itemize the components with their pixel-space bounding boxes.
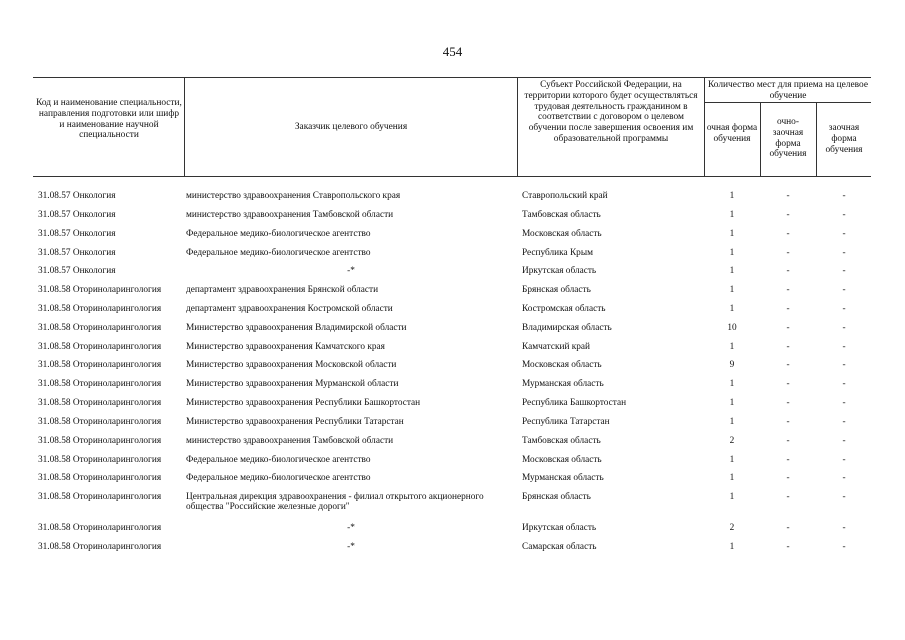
row-customer: Центральная дирекция здравоохранения - филиал открытого акционерного общества "Российские железные дороги"	[186, 492, 484, 513]
row-region: Иркутская область	[522, 523, 597, 533]
row-distance: -	[842, 248, 846, 258]
row-customer: министерство здравоохранения Тамбовской области	[186, 210, 394, 220]
row-full-time: 9	[729, 360, 735, 370]
row-part-time: -	[786, 266, 790, 276]
row-code: 31.08.57 Онкология	[38, 210, 116, 220]
row-full-time: 1	[729, 492, 735, 502]
row-distance: -	[842, 473, 846, 483]
row-full-time: 1	[729, 229, 735, 239]
row-part-time: -	[786, 398, 790, 408]
row-customer: Федеральное медико-биологическое агентство	[186, 473, 371, 483]
row-full-time: 1	[729, 342, 735, 352]
row-region: Иркутская область	[522, 266, 597, 276]
row-part-time: -	[786, 248, 790, 258]
row-code: 31.08.58 Оториноларингология	[38, 342, 162, 352]
row-full-time: 10	[727, 323, 737, 333]
row-customer: Федеральное медико-биологическое агентство	[186, 248, 371, 258]
row-part-time: -	[786, 436, 790, 446]
row-code: 31.08.58 Оториноларингология	[38, 542, 162, 552]
row-customer: Министерство здравоохранения Республики Татарстан	[186, 417, 404, 427]
row-region: Костромская область	[522, 304, 606, 314]
row-customer: Министерство здравоохранения Камчатского края	[186, 342, 385, 352]
row-part-time: -	[786, 342, 790, 352]
row-code: 31.08.57 Онкология	[38, 248, 116, 258]
row-part-time: -	[786, 360, 790, 370]
row-code: 31.08.57 Онкология	[38, 229, 116, 239]
row-code: 31.08.58 Оториноларингология	[38, 417, 162, 427]
row-region: Брянская область	[522, 285, 591, 295]
row-distance: -	[842, 398, 846, 408]
row-part-time: -	[786, 285, 790, 295]
row-region: Тамбовская область	[522, 436, 601, 446]
row-distance: -	[842, 266, 846, 276]
row-part-time: -	[786, 492, 790, 502]
header-full-time: очная форма обучения	[706, 123, 758, 144]
row-code: 31.08.58 Оториноларингология	[38, 473, 162, 483]
row-part-time: -	[786, 323, 790, 333]
row-region: Республика Крым	[522, 248, 593, 258]
row-customer: -*	[347, 523, 355, 533]
row-code: 31.08.57 Онкология	[38, 191, 116, 201]
row-part-time: -	[786, 304, 790, 314]
row-region: Московская область	[522, 229, 602, 239]
row-full-time: 1	[729, 417, 735, 427]
row-code: 31.08.58 Оториноларингология	[38, 323, 162, 333]
row-code: 31.08.58 Оториноларингология	[38, 455, 162, 465]
row-customer: -*	[347, 542, 355, 552]
row-code: 31.08.58 Оториноларингология	[38, 379, 162, 389]
header-distance: заочная форма обучения	[825, 123, 863, 155]
row-part-time: -	[786, 417, 790, 427]
header-divider	[704, 77, 705, 176]
row-distance: -	[842, 542, 846, 552]
row-code: 31.08.58 Оториноларингология	[38, 285, 162, 295]
page-number: 454	[442, 44, 463, 59]
row-region: Самарская область	[522, 542, 597, 552]
row-full-time: 1	[729, 455, 735, 465]
row-customer: -*	[347, 266, 355, 276]
row-part-time: -	[786, 473, 790, 483]
row-customer: Федеральное медико-биологическое агентство	[186, 455, 371, 465]
row-full-time: 1	[729, 304, 735, 314]
row-distance: -	[842, 455, 846, 465]
row-code: 31.08.58 Оториноларингология	[38, 398, 162, 408]
header-customer: Заказчик целевого обучения	[294, 122, 408, 132]
row-full-time: 1	[729, 266, 735, 276]
header-part-time: очно-заочная форма обучения	[769, 117, 807, 160]
row-code: 31.08.58 Оториноларингология	[38, 304, 162, 314]
row-region: Республика Татарстан	[522, 417, 610, 427]
row-region: Республика Башкортостан	[522, 398, 627, 408]
row-part-time: -	[786, 542, 790, 552]
row-region: Тамбовская область	[522, 210, 601, 220]
row-code: 31.08.58 Оториноларингология	[38, 360, 162, 370]
row-full-time: 1	[729, 210, 735, 220]
row-code: 31.08.58 Оториноларингология	[38, 523, 162, 533]
row-distance: -	[842, 323, 846, 333]
row-distance: -	[842, 360, 846, 370]
row-code: 31.08.57 Онкология	[38, 266, 116, 276]
row-customer: департамент здравоохранения Костромской области	[186, 304, 393, 314]
row-distance: -	[842, 229, 846, 239]
row-customer: Министерство здравоохранения Московской области	[186, 360, 397, 370]
row-full-time: 1	[729, 542, 735, 552]
row-customer: министерство здравоохранения Ставропольского края	[186, 191, 401, 201]
header-divider	[517, 77, 518, 176]
row-region: Московская область	[522, 360, 602, 370]
row-part-time: -	[786, 379, 790, 389]
row-part-time: -	[786, 523, 790, 533]
row-region: Ставропольский край	[522, 191, 608, 201]
row-customer: министерство здравоохранения Тамбовской области	[186, 436, 394, 446]
header-region: Субъект Российской Федерации, на территории которого будет осуществляться трудовая деятельность гражданином в соответствии с договором о целевом обучении после завершения освоения им образовательной программы	[524, 80, 698, 144]
row-customer: департамент здравоохранения Брянской области	[186, 285, 379, 295]
row-part-time: -	[786, 455, 790, 465]
row-region: Московская область	[522, 455, 602, 465]
row-distance: -	[842, 379, 846, 389]
row-part-time: -	[786, 191, 790, 201]
row-region: Брянская область	[522, 492, 591, 502]
row-distance: -	[842, 304, 846, 314]
row-distance: -	[842, 342, 846, 352]
row-distance: -	[842, 436, 846, 446]
row-distance: -	[842, 492, 846, 502]
row-region: Владимирская область	[522, 323, 612, 333]
row-full-time: 1	[729, 248, 735, 258]
row-full-time: 1	[729, 379, 735, 389]
header-top-rule	[33, 77, 871, 78]
row-distance: -	[842, 417, 846, 427]
header-divider	[760, 102, 761, 176]
row-distance: -	[842, 285, 846, 295]
row-full-time: 1	[729, 473, 735, 483]
row-full-time: 2	[729, 436, 735, 446]
header-bottom-rule	[33, 176, 871, 177]
row-region: Мурманская область	[522, 473, 604, 483]
row-distance: -	[842, 210, 846, 220]
header-code: Код и наименование специальности, направления подготовки или шифр и наименование научной специальности	[36, 98, 182, 141]
row-customer: Федеральное медико-биологическое агентство	[186, 229, 371, 239]
header-divider	[816, 102, 817, 176]
row-part-time: -	[786, 229, 790, 239]
header-sub-rule	[704, 102, 871, 103]
row-region: Мурманская область	[522, 379, 604, 389]
row-part-time: -	[786, 210, 790, 220]
row-full-time: 1	[729, 285, 735, 295]
row-distance: -	[842, 523, 846, 533]
row-customer: Министерство здравоохранения Владимирской области	[186, 323, 407, 333]
row-distance: -	[842, 191, 846, 201]
row-code: 31.08.58 Оториноларингология	[38, 492, 162, 502]
header-places: Количество мест для приема на целевое обучение	[708, 80, 868, 101]
row-full-time: 1	[729, 191, 735, 201]
header-divider	[184, 77, 185, 176]
row-region: Камчатский край	[522, 342, 591, 352]
row-code: 31.08.58 Оториноларингология	[38, 436, 162, 446]
row-customer: Министерство здравоохранения Мурманской области	[186, 379, 399, 389]
row-full-time: 1	[729, 398, 735, 408]
row-customer: Министерство здравоохранения Республики Башкортостан	[186, 398, 421, 408]
row-full-time: 2	[729, 523, 735, 533]
